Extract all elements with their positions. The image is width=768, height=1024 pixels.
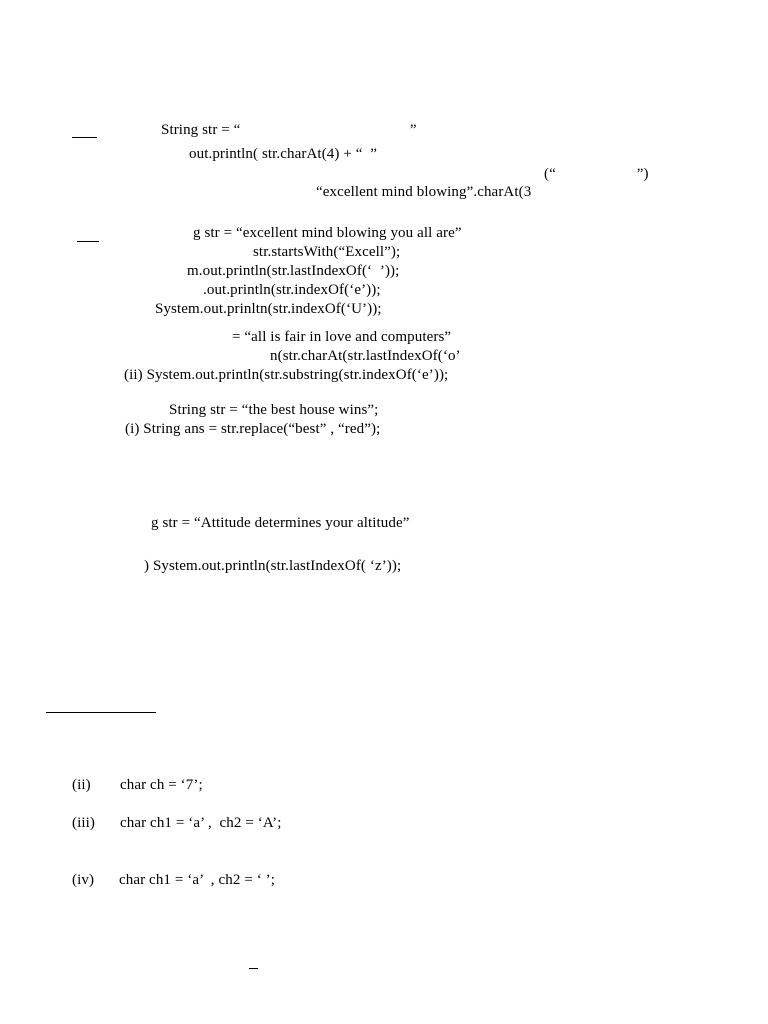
item-code: char ch1 = ‘a’ , ch2 = ‘ ’; — [119, 872, 276, 888]
code-line: String str = “the best house wins”; — [169, 402, 379, 418]
code-line: g str = “Attitude determines your altitude” — [151, 515, 410, 531]
question-marker-rule — [77, 241, 99, 242]
question-marker-rule — [72, 137, 97, 138]
code-line: = “all is fair in love and computers” — [232, 329, 452, 345]
code-line: n(str.charAt(str.lastIndexOf(‘o’ — [270, 348, 461, 364]
item-number: (ii) — [72, 777, 91, 793]
section-divider-rule — [46, 712, 156, 713]
item-code: char ch1 = ‘a’ , ch2 = ‘A’; — [120, 815, 282, 831]
code-line: (i) String ans = str.replace(“best” , “red”); — [125, 421, 381, 437]
item-number: (iii) — [72, 815, 95, 831]
footer-dash — [249, 968, 258, 969]
code-line: g str = “excellent mind blowing you all are” — [193, 225, 462, 241]
code-line: System.out.prinltn(str.indexOf(‘U’)); — [155, 301, 382, 317]
code-line: String str = “ ” — [161, 122, 417, 138]
code-line: m.out.println(str.lastIndexOf(‘ ’)); — [187, 263, 400, 279]
code-line: .out.println(str.indexOf(‘e’)); — [203, 282, 381, 298]
item-code: char ch = ‘7’; — [120, 777, 203, 793]
code-line: ) System.out.println(str.lastIndexOf( ‘z’)); — [144, 558, 402, 574]
code-line: str.startsWith(“Excell”); — [253, 244, 401, 260]
code-line: (ii) System.out.println(str.substring(str.indexOf(‘e’)); — [124, 367, 449, 383]
code-line: (“ ”) — [544, 166, 649, 182]
code-line: “excellent mind blowing”.charAt(3 — [316, 184, 532, 200]
code-line: out.println( str.charAt(4) + “ ” — [189, 146, 377, 162]
item-number: (iv) — [72, 872, 95, 888]
